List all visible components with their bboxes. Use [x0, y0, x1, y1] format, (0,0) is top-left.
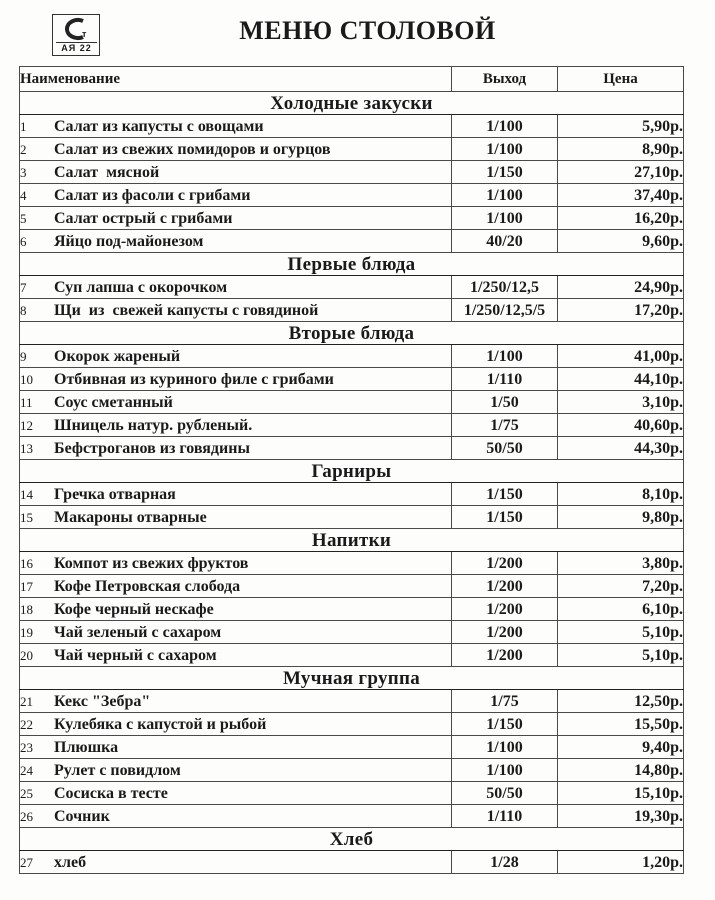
section-row — [20, 92, 684, 115]
menu-item-row — [20, 276, 684, 299]
item-number: 4 — [20, 187, 27, 203]
menu-item-row — [20, 368, 684, 391]
item-output: 1/150 — [452, 483, 558, 506]
item-name: Макароны отварные — [54, 508, 207, 526]
item-name: Яйцо под-майонезом — [54, 232, 204, 250]
item-name-cell — [20, 598, 452, 621]
item-name-cell — [20, 207, 452, 230]
item-price: 7,20р. — [558, 575, 684, 598]
section-row — [20, 529, 684, 552]
item-name: Салат из фасоли с грибами — [54, 186, 251, 204]
logo-text: АЯ 22 — [56, 42, 97, 54]
menu-item-row — [20, 437, 684, 460]
item-output: 1/100 — [452, 345, 558, 368]
item-name: Плюшка — [54, 738, 119, 756]
item-number: 10 — [20, 371, 33, 387]
item-name-cell — [20, 437, 452, 460]
item-name-cell — [20, 713, 452, 736]
item-price: 41,00р. — [558, 345, 684, 368]
menu-item-row — [20, 713, 684, 736]
item-price: 1,20р. — [558, 851, 684, 874]
menu-item-row — [20, 621, 684, 644]
item-output: 1/150 — [452, 506, 558, 529]
item-price: 6,10р. — [558, 598, 684, 621]
item-name: Бефстроганов из говядины — [54, 439, 250, 457]
item-name: хлеб — [54, 853, 87, 871]
section-title: Холодные закуски — [20, 92, 684, 115]
item-output: 1/200 — [452, 598, 558, 621]
item-number: 23 — [20, 739, 33, 755]
item-number: 9 — [20, 348, 27, 364]
section-title: Напитки — [20, 529, 684, 552]
item-name-cell — [20, 161, 452, 184]
item-name-cell — [20, 851, 452, 874]
item-output: 1/200 — [452, 621, 558, 644]
item-name: Чай черный с сахаром — [54, 646, 217, 664]
section-title: Хлеб — [20, 828, 684, 851]
menu-item-row — [20, 736, 684, 759]
column-header-name: Наименование — [20, 67, 452, 92]
item-name-cell — [20, 414, 452, 437]
item-price: 19,30р. — [558, 805, 684, 828]
item-output: 1/100 — [452, 184, 558, 207]
item-output: 1/75 — [452, 414, 558, 437]
item-price: 16,20р. — [558, 207, 684, 230]
item-number: 21 — [20, 693, 33, 709]
item-price: 12,50р. — [558, 690, 684, 713]
item-number: 2 — [20, 141, 27, 157]
item-output: 1/75 — [452, 690, 558, 713]
item-name-cell — [20, 483, 452, 506]
item-output: 1/100 — [452, 759, 558, 782]
menu-item-row — [20, 690, 684, 713]
item-name-cell — [20, 552, 452, 575]
item-number: 18 — [20, 601, 33, 617]
item-number: 22 — [20, 716, 33, 732]
item-price: 3,80р. — [558, 552, 684, 575]
item-name-cell — [20, 138, 452, 161]
item-name: Шницель натур. рубленый. — [54, 416, 253, 434]
item-output: 50/50 — [452, 437, 558, 460]
item-name-cell — [20, 644, 452, 667]
menu-item-row — [20, 230, 684, 253]
item-price: 37,40р. — [558, 184, 684, 207]
item-name: Сочник — [54, 807, 110, 825]
item-number: 25 — [20, 785, 33, 801]
section-row — [20, 460, 684, 483]
menu-item-row — [20, 575, 684, 598]
menu-item-row — [20, 805, 684, 828]
item-name: Салат острый с грибами — [54, 209, 233, 227]
menu-item-row — [20, 644, 684, 667]
menu-item-row — [20, 161, 684, 184]
item-output: 1/100 — [452, 207, 558, 230]
item-name: Салат из капусты с овощами — [54, 117, 264, 135]
menu-item-row — [20, 782, 684, 805]
item-name: Салат мясной — [54, 163, 160, 181]
item-name-cell — [20, 805, 452, 828]
item-output: 1/250/12,5/5 — [452, 299, 558, 322]
section-row — [20, 322, 684, 345]
item-output: 1/200 — [452, 644, 558, 667]
item-price: 9,40р. — [558, 736, 684, 759]
menu-item-row — [20, 552, 684, 575]
item-name: Кофе черный нескафе — [54, 600, 214, 618]
item-number: 19 — [20, 624, 33, 640]
item-price: 44,10р. — [558, 368, 684, 391]
menu-item-row — [20, 299, 684, 322]
item-number: 6 — [20, 233, 27, 249]
item-name-cell — [20, 115, 452, 138]
item-name: Кекс "Зебра" — [54, 692, 151, 710]
column-header-price: Цена — [558, 67, 684, 92]
item-number: 17 — [20, 578, 33, 594]
item-output: 1/28 — [452, 851, 558, 874]
item-number: 16 — [20, 555, 33, 571]
item-price: 5,90р. — [558, 115, 684, 138]
item-price: 5,10р. — [558, 621, 684, 644]
section-row — [20, 828, 684, 851]
item-output: 1/200 — [452, 575, 558, 598]
section-row — [20, 253, 684, 276]
item-name-cell — [20, 782, 452, 805]
section-title: Мучная группа — [20, 667, 684, 690]
header-row — [20, 67, 684, 92]
item-name-cell — [20, 391, 452, 414]
item-output: 1/100 — [452, 138, 558, 161]
item-price: 15,10р. — [558, 782, 684, 805]
item-name: Щи из свежей капусты с говядиной — [54, 301, 319, 319]
item-name-cell — [20, 759, 452, 782]
item-number: 27 — [20, 854, 33, 870]
item-name-cell — [20, 368, 452, 391]
item-name: Сосиска в тесте — [54, 784, 168, 802]
menu-item-row — [20, 414, 684, 437]
item-output: 50/50 — [452, 782, 558, 805]
item-name: Отбивная из куриного филе с грибами — [54, 370, 334, 388]
page-title: МЕНЮ СТОЛОВОЙ — [239, 16, 496, 45]
item-output: 1/110 — [452, 805, 558, 828]
item-price: 40,60р. — [558, 414, 684, 437]
item-name-cell — [20, 575, 452, 598]
menu-body — [20, 92, 684, 874]
item-price: 8,90р. — [558, 138, 684, 161]
menu-item-row — [20, 483, 684, 506]
item-number: 14 — [20, 486, 33, 502]
column-header-output: Выход — [452, 67, 558, 92]
menu-item-row — [20, 115, 684, 138]
item-number: 15 — [20, 509, 33, 525]
item-output: 40/20 — [452, 230, 558, 253]
item-price: 15,50р. — [558, 713, 684, 736]
item-price: 44,30р. — [558, 437, 684, 460]
menu-item-row — [20, 138, 684, 161]
item-name-cell — [20, 506, 452, 529]
item-name-cell — [20, 230, 452, 253]
item-name-cell — [20, 690, 452, 713]
section-row — [20, 667, 684, 690]
item-name: Чай зеленый с сахаром — [54, 623, 222, 641]
menu-table — [19, 66, 684, 874]
item-name: Салат из свежих помидоров и огурцов — [54, 140, 331, 158]
item-name: Рулет с повидлом — [54, 761, 181, 779]
item-price: 14,80р. — [558, 759, 684, 782]
item-name: Компот из свежих фруктов — [54, 554, 249, 572]
menu-item-row — [20, 759, 684, 782]
section-title: Вторые блюда — [20, 322, 684, 345]
item-name: Кулебяка с капустой и рыбой — [54, 715, 267, 733]
item-number: 1 — [20, 118, 27, 134]
item-number: 8 — [20, 302, 27, 318]
item-output: 1/200 — [452, 552, 558, 575]
item-name: Окорок жареный — [54, 347, 181, 365]
svg-text:т: т — [82, 29, 87, 39]
item-price: 9,80р. — [558, 506, 684, 529]
item-number: 5 — [20, 210, 27, 226]
item-number: 3 — [20, 164, 27, 180]
item-output: 1/100 — [452, 115, 558, 138]
item-output: 1/50 — [452, 391, 558, 414]
item-number: 11 — [20, 394, 33, 410]
item-number: 24 — [20, 762, 33, 778]
item-name: Суп лапша с окорочком — [54, 278, 228, 296]
item-price: 9,60р. — [558, 230, 684, 253]
item-output: 1/100 — [452, 736, 558, 759]
item-output: 1/250/12,5 — [452, 276, 558, 299]
item-price: 27,10р. — [558, 161, 684, 184]
item-name-cell — [20, 276, 452, 299]
item-number: 12 — [20, 417, 33, 433]
item-name: Кофе Петровская слобода — [54, 577, 241, 595]
item-price: 5,10р. — [558, 644, 684, 667]
menu-item-row — [20, 391, 684, 414]
item-number: 7 — [20, 279, 27, 295]
menu-item-row — [20, 207, 684, 230]
menu-item-row — [20, 851, 684, 874]
item-name-cell — [20, 299, 452, 322]
menu-item-row — [20, 506, 684, 529]
item-number: 13 — [20, 440, 33, 456]
item-output: 1/110 — [452, 368, 558, 391]
item-price: 3,10р. — [558, 391, 684, 414]
menu-item-row — [20, 184, 684, 207]
menu-item-row — [20, 345, 684, 368]
item-price: 17,20р. — [558, 299, 684, 322]
item-name: Соус сметанный — [54, 393, 173, 411]
item-number: 20 — [20, 647, 33, 663]
item-name-cell — [20, 736, 452, 759]
item-output: 1/150 — [452, 161, 558, 184]
item-price: 24,90р. — [558, 276, 684, 299]
section-title: Первые блюда — [20, 253, 684, 276]
item-name: Гречка отварная — [54, 485, 176, 503]
item-name-cell — [20, 184, 452, 207]
item-name-cell — [20, 345, 452, 368]
item-price: 8,10р. — [558, 483, 684, 506]
section-title: Гарниры — [20, 460, 684, 483]
menu-item-row — [20, 598, 684, 621]
item-output: 1/150 — [452, 713, 558, 736]
item-number: 26 — [20, 808, 33, 824]
item-name-cell — [20, 621, 452, 644]
